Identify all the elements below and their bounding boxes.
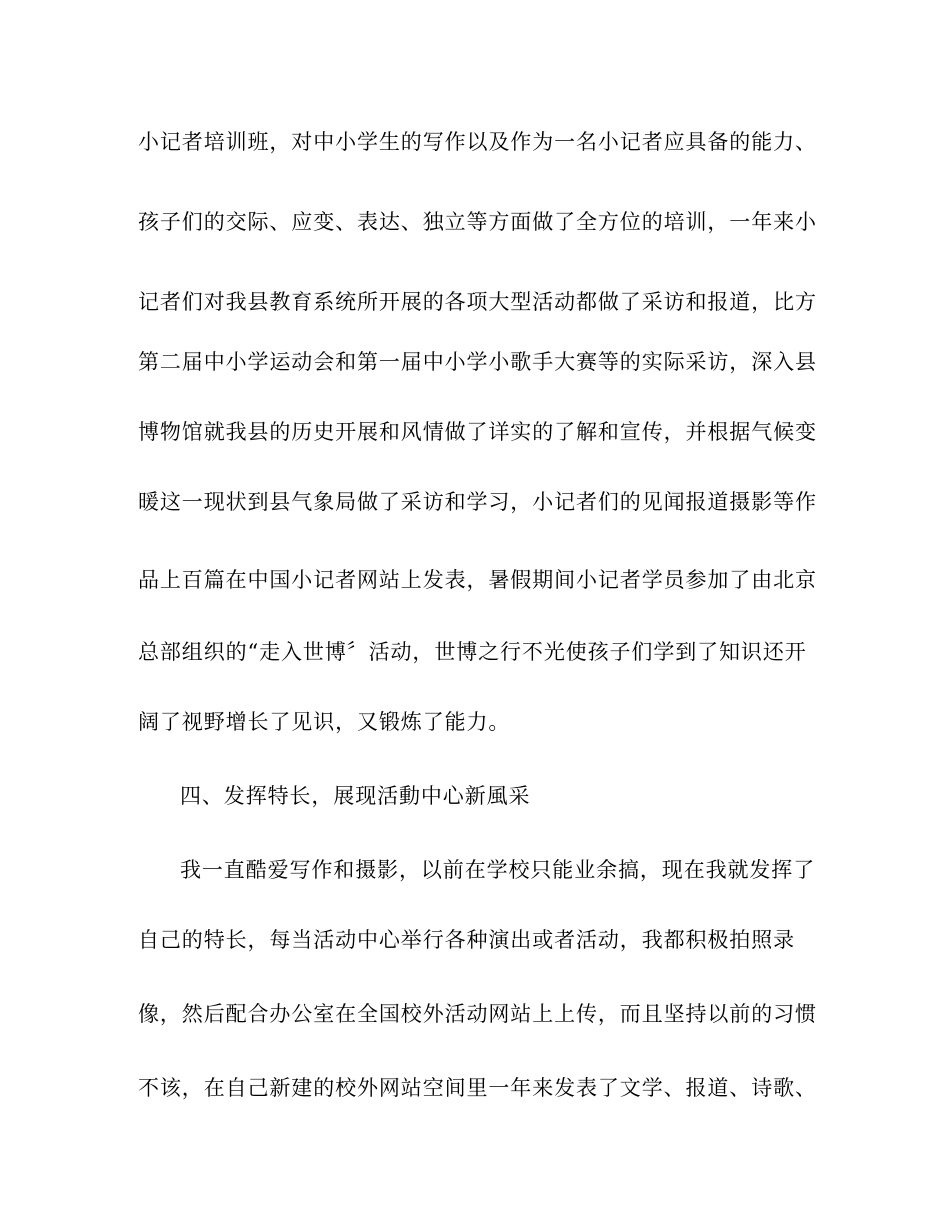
text-line: 不该，在自己新建的校外网站空间里一年来发表了文学、报道、诗歌、: [138, 1076, 817, 1100]
text-line: 博物馆就我县的历史开展和风情做了详实的了解和宣传，并根据气候变: [138, 420, 817, 444]
text-line: 品上百篇在中国小记者网站上发表，暑假期间小记者学员参加了由北京: [138, 568, 817, 592]
text-line: 像，然后配合办公室在全国校外活动网站上上传，而且坚持以前的习惯: [138, 1002, 817, 1026]
text-line: 记者们对我县教育系统所开展的各项大型活动都做了采访和报道，比方: [138, 290, 817, 314]
text-line: 我一直酷爱写作和摄影，以前在学校只能业余搞，现在我就发挥了: [180, 858, 816, 882]
text-line: 第二届中小学运动会和第一届中小学小歌手大赛等的实际采访，深入县: [138, 350, 817, 374]
text-line: 小记者培训班，对中小学生的写作以及作为一名小记者应具备的能力、: [138, 130, 817, 154]
text-line: 自己的特长，每当活动中心举行各种演出或者活动，我都积极拍照录: [138, 928, 795, 952]
text-line: 阔了视野增长了见识，又锻炼了能力。: [138, 710, 511, 734]
text-line: 暖这一现状到县气象局做了采访和学习，小记者们的见闻报道摄影等作: [138, 490, 817, 514]
text-line: 总部组织的“走入世博〞活动，世博之行不光使孩子们学到了知识还开: [138, 640, 807, 664]
section-heading: 四、发挥特长，展现活動中心新風采: [180, 784, 531, 808]
text-line: 孩子们的交际、应变、表达、独立等方面做了全方位的培训，一年来小: [138, 210, 817, 234]
